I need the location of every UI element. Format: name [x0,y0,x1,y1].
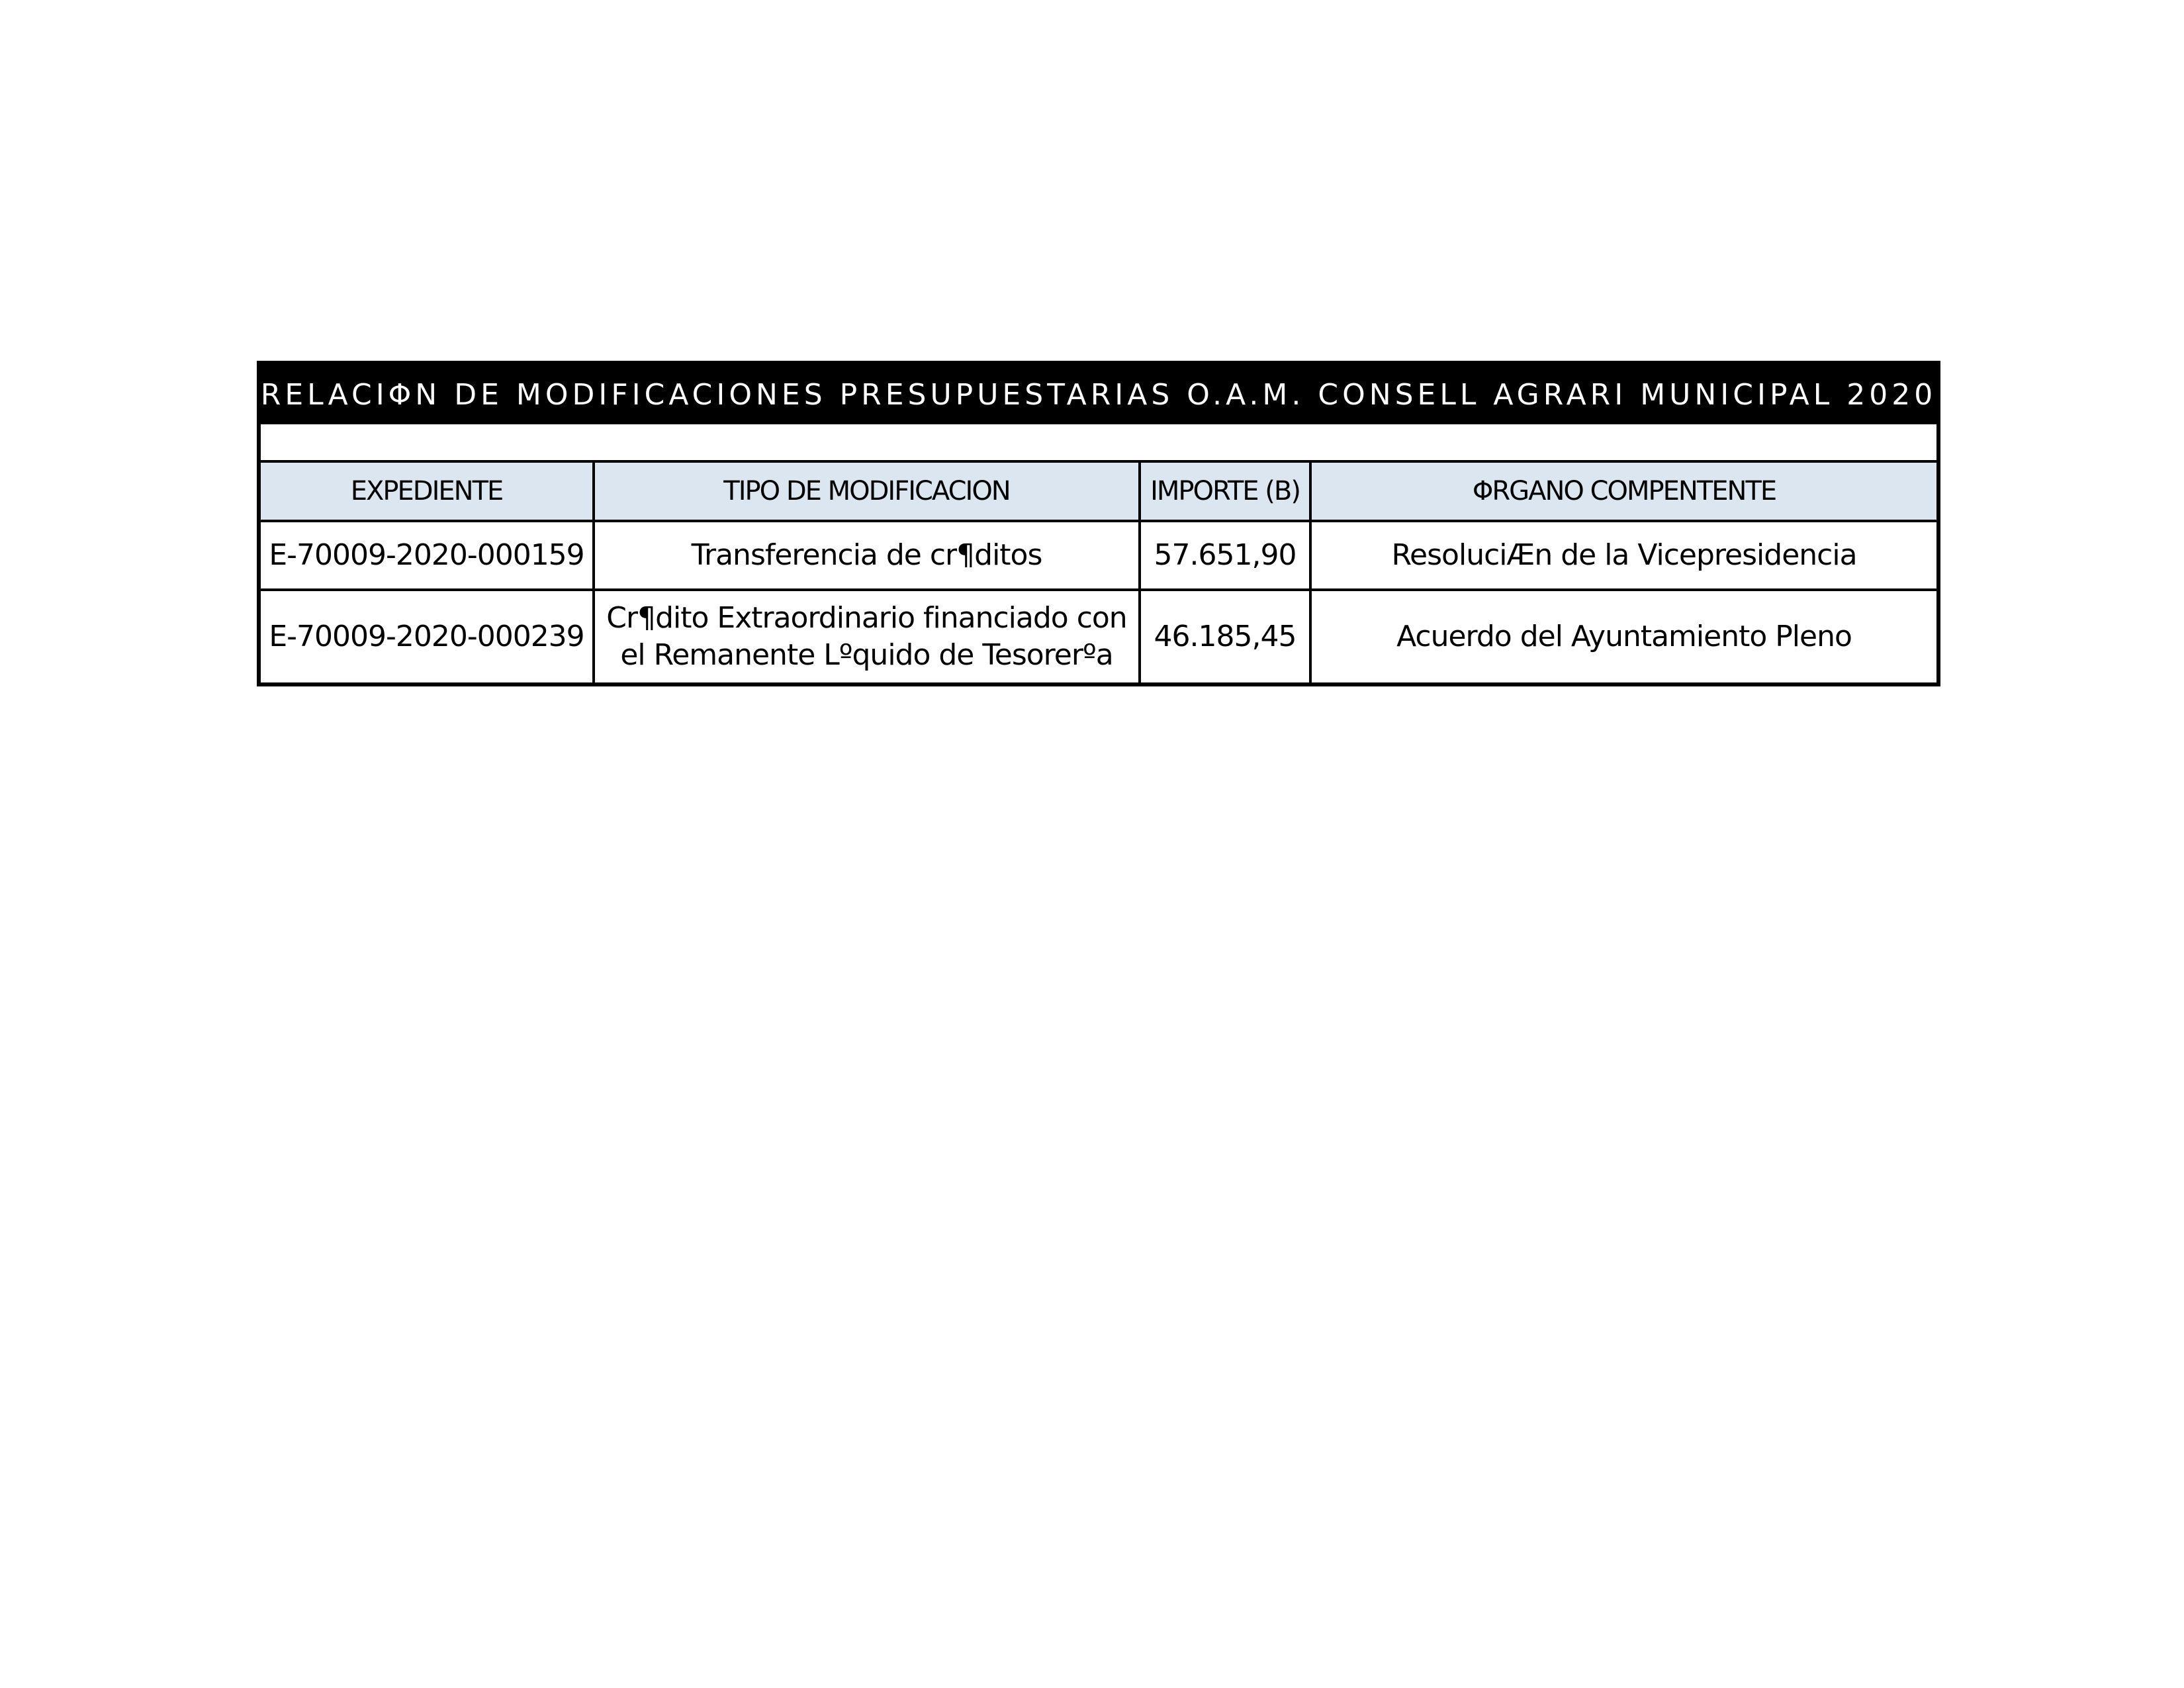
table-row [261,521,1936,590]
cell-organo: ResoluciÆn de la Vicepresidencia [1310,521,1936,590]
cell-expediente: E-70009-2020-000159 [261,521,594,590]
cell-tipo: Cr¶dito Extraordinario financiado con el Remanente Lºquido de Tesorerºa [594,590,1140,682]
modifications-grid [261,463,1936,682]
column-header-importe: IMPORTE (B) [1140,463,1310,521]
cell-organo: Acuerdo del Ayuntamiento Pleno [1310,590,1936,682]
table-row [261,590,1936,682]
column-header-organo: ΦRGANO COMPENTENTE [1310,463,1936,521]
table-title: RELACIΦN DE MODIFICACIONES PRESUPUESTARIAS O.A.M. CONSELL AGRARI MUNICIPAL 2020 [261,365,1936,424]
column-header-expediente: EXPEDIENTE [261,463,594,521]
header-row [261,463,1936,521]
budget-modifications-table [257,361,1940,686]
blank-row [261,424,1936,463]
cell-expediente: E-70009-2020-000239 [261,590,594,682]
column-header-tipo: TIPO DE MODIFICACION [594,463,1140,521]
cell-importe: 57.651,90 [1140,521,1310,590]
cell-tipo: Transferencia de cr¶ditos [594,521,1140,590]
cell-importe: 46.185,45 [1140,590,1310,682]
